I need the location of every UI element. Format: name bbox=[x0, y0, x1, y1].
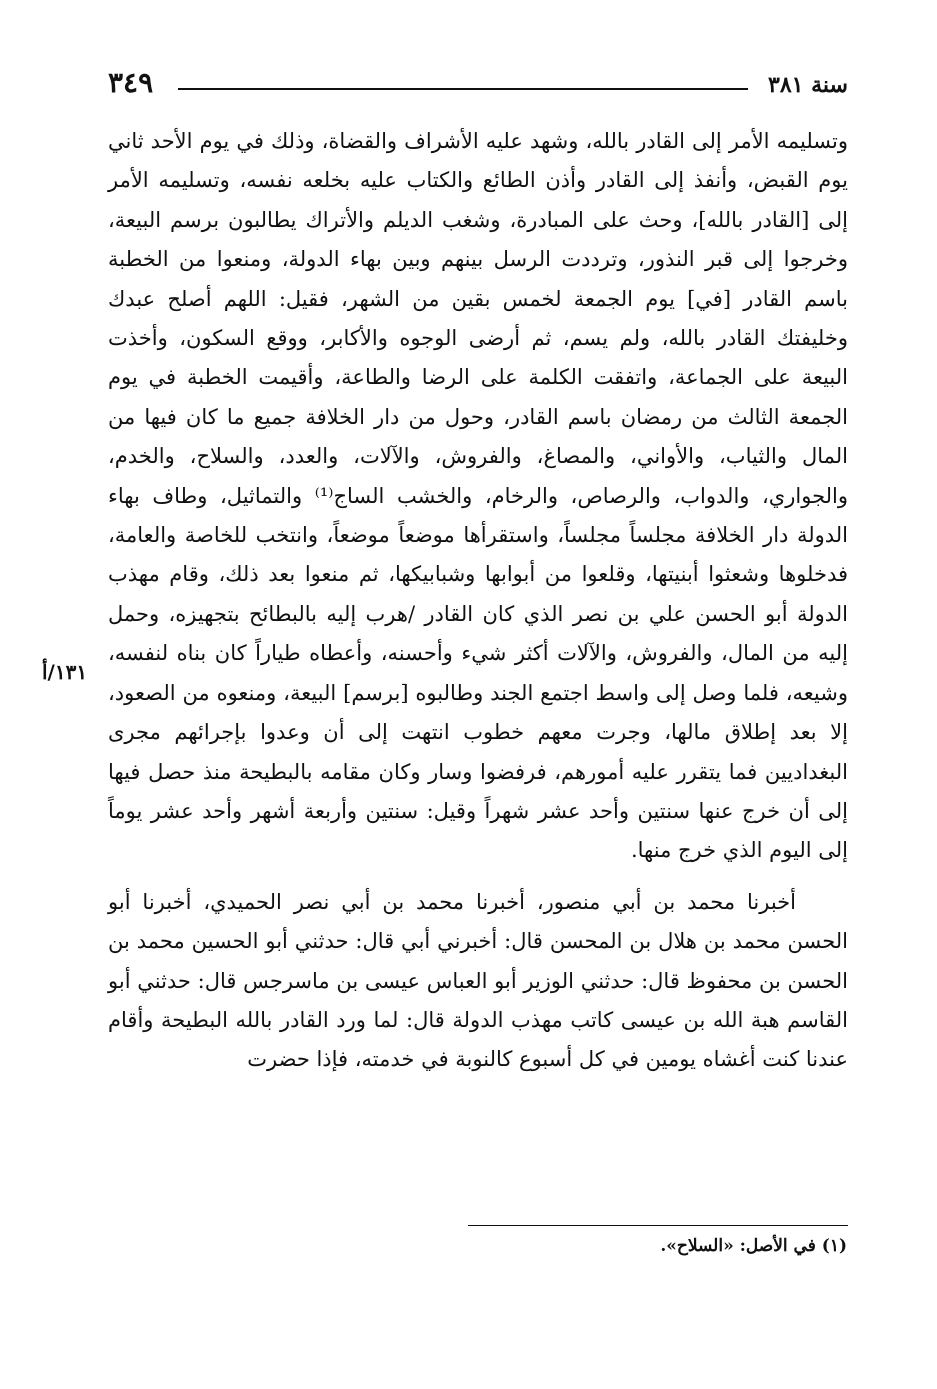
page-number: ٣٤٩ bbox=[108, 66, 154, 99]
header-rule bbox=[178, 88, 748, 90]
main-text bbox=[108, 122, 848, 1080]
footnote-rule bbox=[468, 1225, 848, 1226]
footnote: (١) في الأصل: «السلاح». bbox=[660, 1236, 847, 1256]
year-label: سنة ٣٨١ bbox=[768, 72, 848, 98]
page-header bbox=[108, 64, 848, 104]
paragraph-2: أخبرنا محمد بن أبي منصور، أخبرنا محمد بن أبي نصر الحميدي، أخبرنا أبو الحسن محمد بن هلال بن المحسن قال: أخبرني أبي قال: حدثني أبو الحسين محمد بن الحسن بن محفوظ قال: حدثني الوزير أبو العباس عيسى بن ماسرجس قال: حدثني أبو القاسم هبة الله بن عيسى كاتب مهذب الدولة قال: لما ورد القادر بالله البطيحة وأقام عندنا كنت أغشاه يومين في كل أسبوع كالنوبة في خدمته، فإذا حضرت bbox=[108, 889, 848, 1072]
manuscript-folio-note: ١٣١/أ bbox=[42, 660, 88, 684]
paragraph-1: وتسليمه الأمر إلى القادر بالله، وشهد عليه الأشراف والقضاة، وذلك في يوم الأحد ثاني يوم القبض، وأنفذ إلى القادر وأذن الطائع والكتاب عليه بخلعه نفسه، وتسليمه الأمر إلى [القادر بالله]، وحث على المبادرة، وشغب الديلم والأتراك يطالبون برسم البيعة، وخرجوا إلى قبر النذور، وترددت الرسل بينهم وبين بهاء الدولة، ومنعوا من الخطبة باسم القادر [في] يوم الجمعة لخمس بقين من الشهر، فقيل: اللهم أصلح عبدك وخليفتك القادر بالله، ولم يسم، ثم أرضى الوجوه والأكابر، ووقع السكون، وأخذت البيعة على الجماعة، واتفقت الكلمة على الرضا والطاعة، وأقيمت الخطبة في يوم الجمعة الثالث من رمضان باسم القادر، وحول من دار الخلافة جميع ما كان فيها من المال والثياب، والأواني، والمصاغ، والفروش، والآلات، والعدد، والسلاح، والخدم، والجواري، والدواب، والرصاص، والرخام، والخشب الساج⁽¹⁾ والتماثيل، وطاف بهاء الدولة دار الخلافة مجلساً مجلساً، واستقرأها موضعاً موضعاً، وانتخب للخاصة والعامة، فدخلوها وشعثوا أبنيتها، وقلعوا من أبوابها وشبابيكها، ثم منعوا بعد ذلك، وقام مهذب الدولة أبو الحسن علي بن نصر الذي كان القادر /هرب إليه بالبطائح بتجهيزه، وحمل إليه من المال، والفروش، والآلات أكثر شيء وأحسنه، وأعطاه طياراً كان بناه لنفسه، وشيعه، فلما وصل إلى واسط اجتمع الجند وطالبوه [برسم] البيعة، ومنعوه من الصعود، إلا بعد إطلاق مالها، وجرت معهم خطوب انتهت إلى أن وعدوا بإجرائهم مجرى البغداديين فما يتقرر عليه أمورهم، فرفضوا وسار وكان مقامه بالبطيحة منذ حصل فيها إلى أن خرج عنها سنتين وأحد عشر شهراً وقيل: سنتين وأربعة أشهر وأحد عشر يوماً إلى اليوم الذي خرج منها. bbox=[108, 129, 848, 863]
